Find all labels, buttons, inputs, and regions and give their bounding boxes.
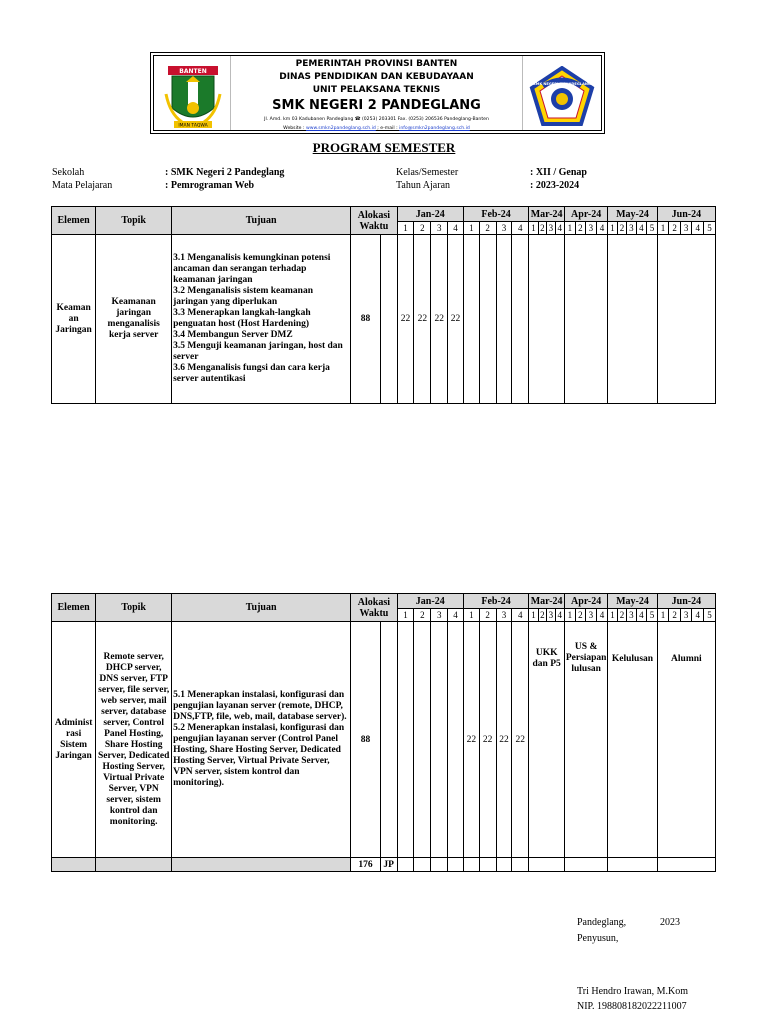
svg-text:BANTEN: BANTEN [179,68,207,75]
signatory-name: Tri Hendro Irawan, M.Kom [577,986,689,997]
jan-week-value: 22 [397,235,414,404]
header-month-feb: Feb-24 [463,594,528,609]
week-cell: 2 [669,222,681,235]
page-title: PROGRAM SEMESTER [312,140,456,155]
letterhead-line-2: DINAS PENDIDIKAN DAN KEBUDAYAAN [279,72,474,82]
week-cell: 1 [565,222,576,235]
week-cell: 3 [548,223,554,233]
header-month-feb: Feb-24 [463,207,528,222]
week-cell: 5 [647,222,658,235]
week-cell: 1 [463,609,479,622]
mapel-value: : Pemrograman Web [165,180,255,191]
mapel-label: Mata Pelajaran [52,180,113,191]
week-cell: 4 [448,609,464,622]
school-logo-icon [529,66,595,128]
header-month-mar: Mar-24 [530,595,563,607]
total-unit: JP [380,858,397,872]
apr-activity: US & Persiapan lulusan [565,622,608,858]
week-cell: 4 [512,609,529,622]
header-topik: Topik [96,594,172,622]
week-cell: 5 [647,609,658,622]
week-cell: 3 [548,610,554,620]
week-cell: 2 [575,222,586,235]
week-cell: 3 [431,222,448,235]
header-month-jun: Jun-24 [657,207,715,222]
week-cell: 4 [692,609,704,622]
week-cell: 3 [431,609,448,622]
week-cell: 1 [463,222,479,235]
header-month-jan: Jan-24 [397,207,463,222]
week-cell: 3 [586,222,597,235]
week-cell: 5 [704,222,716,235]
table-row [52,235,716,404]
email-label: ; e-mail : [377,126,398,131]
week-cell: 4 [596,609,608,622]
header-month-jun: Jun-24 [657,594,715,609]
banten-emblem-icon [162,64,224,130]
week-cell: 4 [448,222,464,235]
signatory-nip: NIP. 198808182022211007 [577,1001,687,1012]
week-cell: 1 [657,222,669,235]
kelas-value: : XII / Genap [530,167,587,178]
header-month-may: May-24 [608,594,658,609]
week-cell: 1 [529,609,538,622]
semester-table-1 [51,206,716,404]
signature-place: Pandeglang, [577,917,627,928]
elemen-cell: Keaman an Jaringan [52,235,96,404]
sekolah-label: Sekolah [52,167,85,178]
svg-text:SMK NEGERI 2 PANDEGLANG: SMK NEGERI 2 PANDEGLANG [533,82,591,86]
letterhead-line-1: PEMERINTAH PROVINSI BANTEN [295,59,458,69]
school-name: SMK NEGERI 2 PANDEGLANG [272,98,481,113]
tujuan-cell [172,622,351,858]
signature-year: 2023 [660,917,680,928]
letterhead [150,52,605,134]
header-tujuan: Tujuan [172,594,351,622]
week-cell: 1 [608,222,617,235]
header-elemen: Elemen [52,594,96,622]
week-cell: 4 [636,609,647,622]
week-cell: 1 [397,222,414,235]
week-cell: 1 [529,222,538,235]
feb-week-value: 22 [463,622,479,858]
week-cell: 3 [680,222,692,235]
week-cell: 2 [617,609,626,622]
week-cell: 2 [479,609,496,622]
week-cell: 3 [496,222,512,235]
week-cell: 4 [596,222,608,235]
jan-week-value: 22 [448,235,464,404]
kelas-label: Kelas/Semester [396,167,459,178]
header-month-apr: Apr-24 [565,594,608,609]
tujuan-item: 3.1 Menganalisis kemungkinan potensi ancaman dan serangan terhadap keamanan jaringan [173,253,331,285]
week-cell: 4 [636,222,647,235]
total-row [52,858,716,872]
week-cell: 1 [565,609,576,622]
mar-activity: UKK dan P5 [529,622,565,858]
week-cell: 4 [555,609,565,622]
week-cell: 2 [617,222,626,235]
tujuan-item: 5.1 Menerapkan instalasi, konfigurasi dan pengujian layanan server (remote, DHCP, DNS,FTP, file, web, mail, database server). [173,690,347,722]
feb-week-value: 22 [496,622,512,858]
tujuan-item: 3.4 Membangun Server DMZ [173,330,293,340]
week-cell: 2 [414,609,431,622]
week-cell: 2 [479,222,496,235]
alokasi-cell: 88 [351,235,381,404]
topik-cell: Remote server, DHCP server, DNS server, FTP server, file server, web server, mail server, database server, Control Panel Hosting, Share Hosting Server, Dedicated Hosting Server, Virtual Private Server, VPN server, sistem kontrol dan monitoring. [96,622,172,858]
header-month-jan: Jan-24 [397,594,463,609]
week-cell: 4 [692,222,704,235]
semester-table-2 [51,593,716,872]
tujuan-item: 3.2 Menganalisis sistem keamanan jaringan yang diperlukan [173,286,313,307]
header-alokasi: Alokasi Waktu [351,207,397,235]
week-cell: 4 [555,222,565,235]
week-cell: 3 [496,609,512,622]
header-alokasi: Alokasi Waktu [351,594,397,622]
signature-role: Penyusun, [577,933,619,944]
tujuan-item: 3.6 Menganalisis fungsi dan cara kerja server autentikasi [173,363,330,384]
may-activity: Kelulusan [608,622,658,858]
topik-cell: Keamanan jaringan menganalisis kerja server [96,235,172,404]
table-row [52,622,716,858]
website-label: Website : [283,126,305,131]
week-cell: 3 [627,609,636,622]
header-month-mar: Mar-24 [530,208,563,220]
week-cell: 3 [627,222,636,235]
week-cell: 2 [414,222,431,235]
week-cell: 1 [657,609,669,622]
header-tujuan: Tujuan [172,207,351,235]
week-cell: 1 [608,609,617,622]
week-cell: 5 [704,609,716,622]
tujuan-item: 3.5 Menguji keamanan jaringan, host dan server [173,341,343,362]
tujuan-item: 3.3 Menerapkan langkah-langkah penguatan host (Host Hardening) [173,308,311,329]
total-value: 176 [351,858,381,872]
school-contact [232,126,521,131]
email-link[interactable]: info@smkn2pandeglang.sch.id [399,126,470,131]
week-cell: 2 [669,609,681,622]
header-month-may: May-24 [608,207,658,222]
week-cell: 1 [397,609,414,622]
week-cell: 4 [512,222,529,235]
alokasi-cell: 88 [351,622,381,858]
header-elemen: Elemen [52,207,96,235]
website-link[interactable]: www.smkn2pandeglang.sch.id [305,126,376,131]
feb-week-value: 22 [479,622,496,858]
svg-text:IMAN TAQWA: IMAN TAQWA [178,123,208,129]
week-cell: 2 [540,610,545,620]
header-month-apr: Apr-24 [565,207,608,222]
jan-week-value: 22 [414,235,431,404]
letterhead-line-3: UNIT PELAKSANA TEKNIS [312,85,441,95]
week-cell: 2 [540,223,545,233]
elemen-cell: Administ rasi Sistem Jaringan [52,622,96,858]
school-address: Jl. Amd. km 03 Kadubanen Pandeglang ☎ (0253) 203301 Fax. (0253) 206536 Pandeglang-Banten [264,117,489,122]
tahun-label: Tahun Ajaran [396,180,451,191]
week-cell: 3 [680,609,692,622]
tahun-value: : 2023-2024 [530,180,580,191]
tujuan-item: 5.2 Menerapkan instalasi, konfigurasi dan pengujian layanan server (Control Panel Hosting, Share Hosting Server, Dedicated Hosting Server, Virtual Private Server, VPN server, sistem kontrol dan monitoring). [173,723,345,788]
week-cell: 3 [586,609,597,622]
header-topik: Topik [96,207,172,235]
jun-activity: Alumni [657,622,715,858]
tujuan-cell [172,235,351,404]
week-cell: 2 [575,609,586,622]
sekolah-value: : SMK Negeri 2 Pandeglang [165,167,285,178]
jan-week-value: 22 [431,235,448,404]
feb-week-value: 22 [512,622,529,858]
